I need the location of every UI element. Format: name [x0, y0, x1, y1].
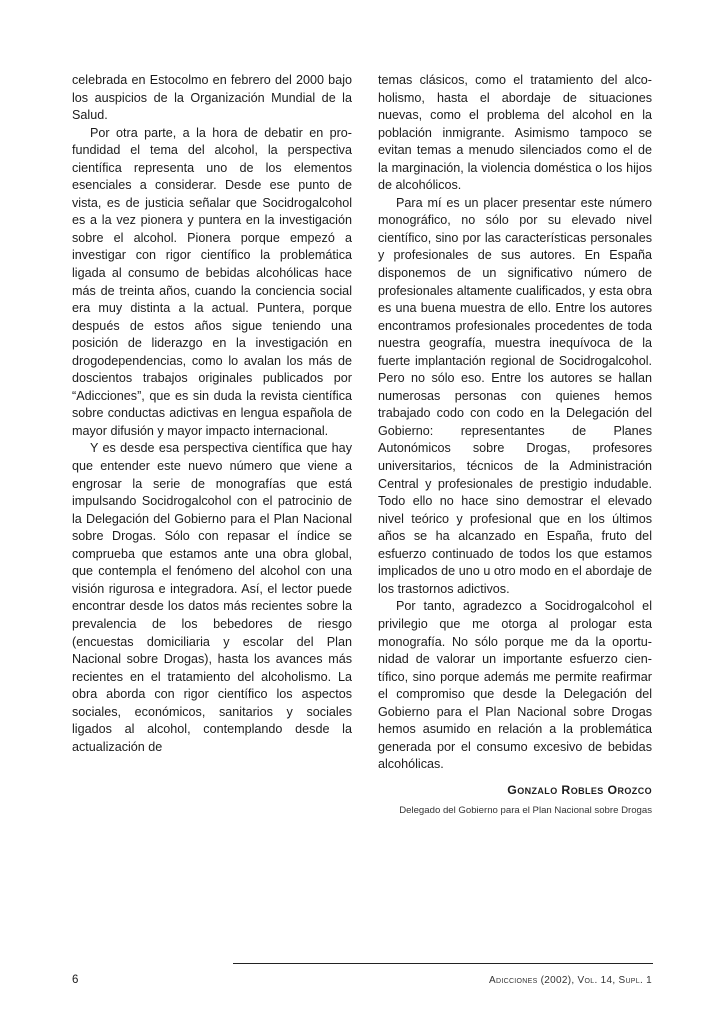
left-column	[72, 72, 352, 756]
right-column	[378, 72, 652, 817]
signature-name: Gonzalo Robles Orozco	[507, 782, 652, 797]
paragraph: Y es desde esa perspectiva científica que hay que entender este nuevo número que viene a engrosar la serie de monografías que está impulsando Socidrogalcohol con el patrocinio de la Delegación del Gobierno para el Plan Nacional sobre Drogas. Sólo con repasar el índice se comprueba que estamos ante una obra global, que contempla el fenómeno del alcohol con una visión rigurosa e integradora. Así, el lector puede encontrar desde los datos más recientes sobre la prevalencia de los bebedores de riesgo (encuestas domiciliaria y escolar del Plan Nacional sobre Drogas), hasta los avances más recientes en el tratamiento del alcoholismo. La obra aborda con rigor científico los aspectos sociales, económicos, sanitarios y sociales ligados al alcohol, contemplando desde la actualización de	[72, 441, 352, 754]
footer-divider	[233, 963, 653, 964]
paragraph: celebrada en Estocolmo en febrero del 2000 bajo los auspicios de la Organización Mundial de la Salud.	[72, 73, 352, 123]
signature-role: Delegado del Gobierno para el Plan Nacional sobre Drogas	[399, 805, 652, 817]
signature-block	[378, 782, 652, 818]
paragraph: temas clásicos, como el tratamiento del alcoholismo, hasta el abordaje de situaciones nuevas, como el problema del alcohol en la población inmigrante. Asimismo tampoco se evitan temas a menudo silenciados como el de la marginación, la violencia doméstica o los hijos de alcohólicos.	[378, 73, 652, 193]
page-number: 6	[72, 974, 79, 986]
running-head: Adicciones (2002), Vol. 14, Supl. 1	[489, 975, 652, 986]
paragraph: Por otra parte, a la hora de debatir en profundidad el tema del alcohol, la perspectiva científica representa uno de los elementos esenciales a considerar. Desde ese punto de vista, es de justicia señalar que Socidrogalcohol es a la vez pionera y puntera en la investigación sobre el alcohol. Pionera porque empezó a investigar con rigor científico la problemática ligada al consumo de bebidas alcohólicas hace más de treinta años, cuando la conciencia social era muy distinta a la actual. Puntera, porque después de estos años sigue teniendo una posición de liderazgo en la investigación en drogodependencias, como lo avalan los más de doscientos trabajos originales publicados por “Adicciones”, que es sin duda la revista científica sobre conductas adictivas en lengua española de mayor difusión y mayor impacto internacional.	[72, 125, 352, 438]
paragraph: Para mí es un placer presentar este número monográfico, no sólo por su elevado nivel científico, sino por las características personales y profesionales de sus autores. En España disponemos de un significativo número de profesionales altamente cualificados, y esta obra es una buena muestra de ello. Entre los autores encontramos profesionales procedentes de toda nuestra geografía, muestra inequívoca de la fuerte implantación regional de Socidrogalcohol. Pero no sólo eso. Entre los autores se hallan numerosas personas con quienes hemos trabajado codo con codo en la Delegación del Gobierno: representantes de Planes Autonómicos sobre Drogas, profesores universitarios, técnicos de la Administración Central y profesionales de prestigio indudable. Todo ello no hace sino demostrar el elevado nivel teórico y profesional que en los últimos años se ha alcanzado en España, fruto del esfuerzo continuado de todos los que estamos implicados de uno u otro modo en el abordaje de los trastornos adictivos.	[378, 195, 652, 596]
paragraph: Por tanto, agradezco a Socidrogalcohol el privilegio que me otorga al prologar esta monografía. No sólo porque me da la oportunidad de valorar un importante esfuerzo científico, sino porque además me permite reafirmar el compromiso que desde la Delegación del Gobierno para el Plan Nacional sobre Drogas hemos asumido en relación a la problemática generada por el consumo excesivo de bebidas alcohólicas.	[378, 599, 652, 772]
